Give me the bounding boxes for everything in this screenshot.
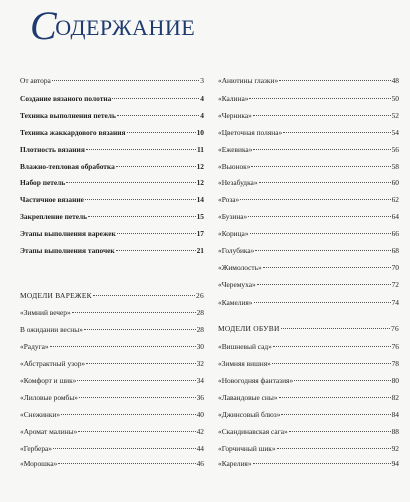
toc-left-entry	[20, 162, 204, 171]
entry-page-number: 28	[196, 308, 204, 317]
dot-leader	[250, 233, 391, 234]
entry-title: «Вьюнок»	[218, 162, 251, 171]
entry-page-number: 78	[391, 359, 399, 368]
entry-page-number: 28	[196, 325, 204, 334]
entry-title: «Зимний вечер»	[20, 308, 71, 317]
dot-leader	[117, 233, 196, 234]
entry-page-number: 15	[196, 212, 204, 221]
entry-title: Этапы выполнения тапочек	[20, 246, 115, 255]
toc-right-entry	[218, 195, 399, 204]
entry-title: Влажно-тепловая обработка	[20, 162, 115, 171]
dot-leader	[272, 363, 391, 364]
entry-page-number: 30	[196, 342, 204, 351]
dot-leader	[78, 431, 195, 432]
entry-page-number: 84	[391, 410, 399, 419]
entry-title: «Цветочная поляна»	[218, 128, 283, 137]
entry-title: От автора	[20, 76, 51, 85]
toc-right-entry	[218, 94, 399, 103]
toc-left-entry	[20, 128, 204, 137]
toc-right-entry	[218, 393, 399, 402]
entry-page-number: 80	[391, 376, 399, 385]
dot-leader	[251, 166, 390, 167]
entry-page-number: 92	[391, 444, 399, 453]
toc-left-entry	[20, 427, 204, 436]
entry-page-number: 68	[391, 246, 399, 255]
entry-page-number: 74	[391, 298, 399, 307]
entry-title: «Камелия»	[218, 298, 253, 307]
entry-page-number: 11	[197, 145, 204, 154]
toc-right-entry	[218, 342, 399, 351]
entry-page-number: 3	[200, 76, 204, 85]
entry-title: «Морошка»	[20, 459, 58, 468]
entry-page-number: 17	[196, 229, 204, 238]
entry-title: Техника жаккардового вязания	[20, 128, 126, 137]
toc-left-entry	[20, 111, 204, 120]
dot-leader	[255, 250, 390, 251]
entry-page-number: 72	[391, 280, 399, 289]
dot-leader	[240, 199, 390, 200]
entry-page-number: 40	[196, 410, 204, 419]
entry-title: «Незабудка»	[218, 178, 258, 187]
entry-page-number: 76	[391, 324, 399, 333]
dot-leader	[253, 463, 391, 464]
entry-title: «Гербера»	[20, 444, 52, 453]
entry-page-number: 26	[196, 291, 204, 300]
entry-page-number: 52	[391, 111, 399, 120]
entry-title: МОДЕЛИ ВАРЕЖЕК	[20, 291, 92, 300]
dot-leader	[263, 267, 391, 268]
toc-right-entry	[218, 145, 399, 154]
dot-leader	[66, 182, 195, 183]
page-title-rest: ОДЕРЖАНИЕ	[55, 15, 196, 40]
dot-leader	[281, 328, 390, 329]
dot-leader	[84, 329, 196, 330]
entry-page-number: 34	[196, 376, 204, 385]
dot-leader	[279, 397, 391, 398]
entry-title: «Зимняя вишня»	[218, 359, 271, 368]
dot-leader	[112, 98, 199, 99]
entry-page-number: 88	[391, 427, 399, 436]
page-title-initial: С	[30, 3, 58, 48]
dot-leader	[273, 346, 391, 347]
entry-title: «Снежинки»	[20, 410, 61, 419]
dot-leader	[281, 414, 390, 415]
dot-leader	[116, 250, 196, 251]
entry-title: «Бузина»	[218, 212, 248, 221]
dot-leader	[289, 431, 391, 432]
dot-leader	[257, 284, 391, 285]
toc-right-entry	[218, 280, 399, 289]
entry-page-number: 94	[391, 459, 399, 468]
toc-left-entry	[20, 393, 204, 402]
toc-left-entry	[20, 325, 204, 334]
toc-right-entry	[218, 444, 399, 453]
toc-right-entry	[218, 359, 399, 368]
entry-title: Закрепление петель	[20, 212, 88, 221]
toc-right-entry	[218, 162, 399, 171]
toc-right-entry	[218, 427, 399, 436]
entry-page-number: 82	[391, 393, 399, 402]
entry-title: «Анютины глазки»	[218, 76, 279, 85]
toc-left-entry	[20, 178, 204, 187]
dot-leader	[58, 463, 195, 464]
toc-right-entry	[218, 76, 399, 85]
page-title	[30, 3, 196, 48]
dot-leader	[253, 149, 390, 150]
dot-leader	[253, 115, 391, 116]
toc-right-entry	[218, 178, 399, 187]
toc-left-entry	[20, 246, 204, 255]
entry-page-number: 4	[200, 94, 204, 103]
entry-title: «Жимолость»	[218, 263, 262, 272]
dot-leader	[50, 346, 196, 347]
entry-page-number: 50	[391, 94, 399, 103]
toc-left-entry	[20, 76, 204, 85]
toc-left-entry	[20, 195, 204, 204]
entry-page-number: 60	[391, 178, 399, 187]
toc-left-entry	[20, 459, 204, 468]
entry-title: «Корица»	[218, 229, 249, 238]
toc-right-entry	[218, 324, 399, 333]
dot-leader	[61, 414, 195, 415]
dot-leader	[294, 380, 390, 381]
toc-right-entry	[218, 298, 399, 307]
toc-left-entry	[20, 376, 204, 385]
entry-title: В ожидании весны»	[20, 325, 83, 334]
toc-right-entry	[218, 459, 399, 468]
entry-title: «Скандинавская сага»	[218, 427, 288, 436]
entry-page-number: 76	[391, 342, 399, 351]
entry-title: «Вишневый сад»	[218, 342, 272, 351]
dot-leader	[254, 302, 391, 303]
entry-page-number: 10	[196, 128, 204, 137]
entry-title: «Новогодняя фантазия»	[218, 376, 294, 385]
entry-title: «Калина»	[218, 94, 249, 103]
entry-title: «Черника»	[218, 111, 252, 120]
entry-page-number: 58	[391, 162, 399, 171]
toc-left-entry	[20, 145, 204, 154]
toc-left-entry	[20, 308, 204, 317]
entry-title: «Джинсовый блюз»	[218, 410, 281, 419]
dot-leader	[283, 132, 390, 133]
entry-title: «Голубика»	[218, 246, 255, 255]
dot-leader	[259, 182, 391, 183]
entry-title: Техника выполнения петель	[20, 111, 116, 120]
entry-title: «Лиловые ромбы»	[20, 393, 78, 402]
dot-leader	[85, 199, 196, 200]
dot-leader	[277, 448, 391, 449]
toc-left-entry	[20, 359, 204, 368]
entry-title: «Черемуха»	[218, 280, 256, 289]
entry-page-number: 12	[196, 178, 204, 187]
toc-right-entry	[218, 128, 399, 137]
entry-title: Плотность вязания	[20, 145, 85, 154]
entry-page-number: 46	[196, 459, 204, 468]
entry-title: «Роза»	[218, 195, 240, 204]
entry-title: «Горчичный шик»	[218, 444, 276, 453]
entry-page-number: 4	[200, 111, 204, 120]
dot-leader	[53, 448, 196, 449]
toc-right-entry	[218, 246, 399, 255]
dot-leader	[88, 216, 196, 217]
dot-leader	[249, 98, 390, 99]
toc-right-entry	[218, 212, 399, 221]
entry-title: «Комфорт и шик»	[20, 376, 77, 385]
dot-leader	[117, 115, 199, 116]
entry-page-number: 36	[196, 393, 204, 402]
toc-left-entry	[20, 342, 204, 351]
entry-title: «Карелия»	[218, 459, 252, 468]
toc-right-entry	[218, 410, 399, 419]
toc-left-entry	[20, 229, 204, 238]
entry-page-number: 21	[196, 246, 204, 255]
toc-right-entry	[218, 376, 399, 385]
dot-leader	[127, 132, 196, 133]
toc-left-entry	[20, 94, 204, 103]
dot-leader	[86, 149, 196, 150]
entry-page-number: 66	[391, 229, 399, 238]
entry-title: «Радуга»	[20, 342, 49, 351]
toc-right-entry	[218, 229, 399, 238]
entry-title: Набор петель	[20, 178, 66, 187]
dot-leader	[77, 380, 195, 381]
entry-page-number: 42	[196, 427, 204, 436]
entry-page-number: 54	[391, 128, 399, 137]
entry-page-number: 62	[391, 195, 399, 204]
toc-left-entry	[20, 212, 204, 221]
toc-left-entry	[20, 291, 204, 300]
entry-page-number: 70	[391, 263, 399, 272]
dot-leader	[248, 216, 390, 217]
entry-page-number: 14	[196, 195, 204, 204]
toc-right-entry	[218, 263, 399, 272]
entry-page-number: 32	[196, 359, 204, 368]
entry-title: «Лавандовые сны»	[218, 393, 278, 402]
toc-left-entry	[20, 410, 204, 419]
dot-leader	[279, 80, 390, 81]
entry-page-number: 44	[196, 444, 204, 453]
entry-page-number: 12	[196, 162, 204, 171]
dot-leader	[86, 363, 196, 364]
dot-leader	[116, 166, 196, 167]
entry-title: «Ежевика»	[218, 145, 253, 154]
entry-page-number: 56	[391, 145, 399, 154]
dot-leader	[52, 80, 199, 81]
dot-leader	[72, 312, 196, 313]
entry-title: «Аромат малины»	[20, 427, 78, 436]
entry-title: Этапы выполнения варежек	[20, 229, 116, 238]
toc-left-entry	[20, 444, 204, 453]
entry-title: Создание вязаного полотна	[20, 94, 112, 103]
entry-title: МОДЕЛИ ОБУВИ	[218, 324, 280, 333]
dot-leader	[93, 295, 195, 296]
entry-page-number: 64	[391, 212, 399, 221]
toc-right-entry	[218, 111, 399, 120]
entry-title: Частичное вязание	[20, 195, 84, 204]
entry-title: «Абстрактный узор»	[20, 359, 86, 368]
entry-page-number: 48	[391, 76, 399, 85]
dot-leader	[79, 397, 196, 398]
